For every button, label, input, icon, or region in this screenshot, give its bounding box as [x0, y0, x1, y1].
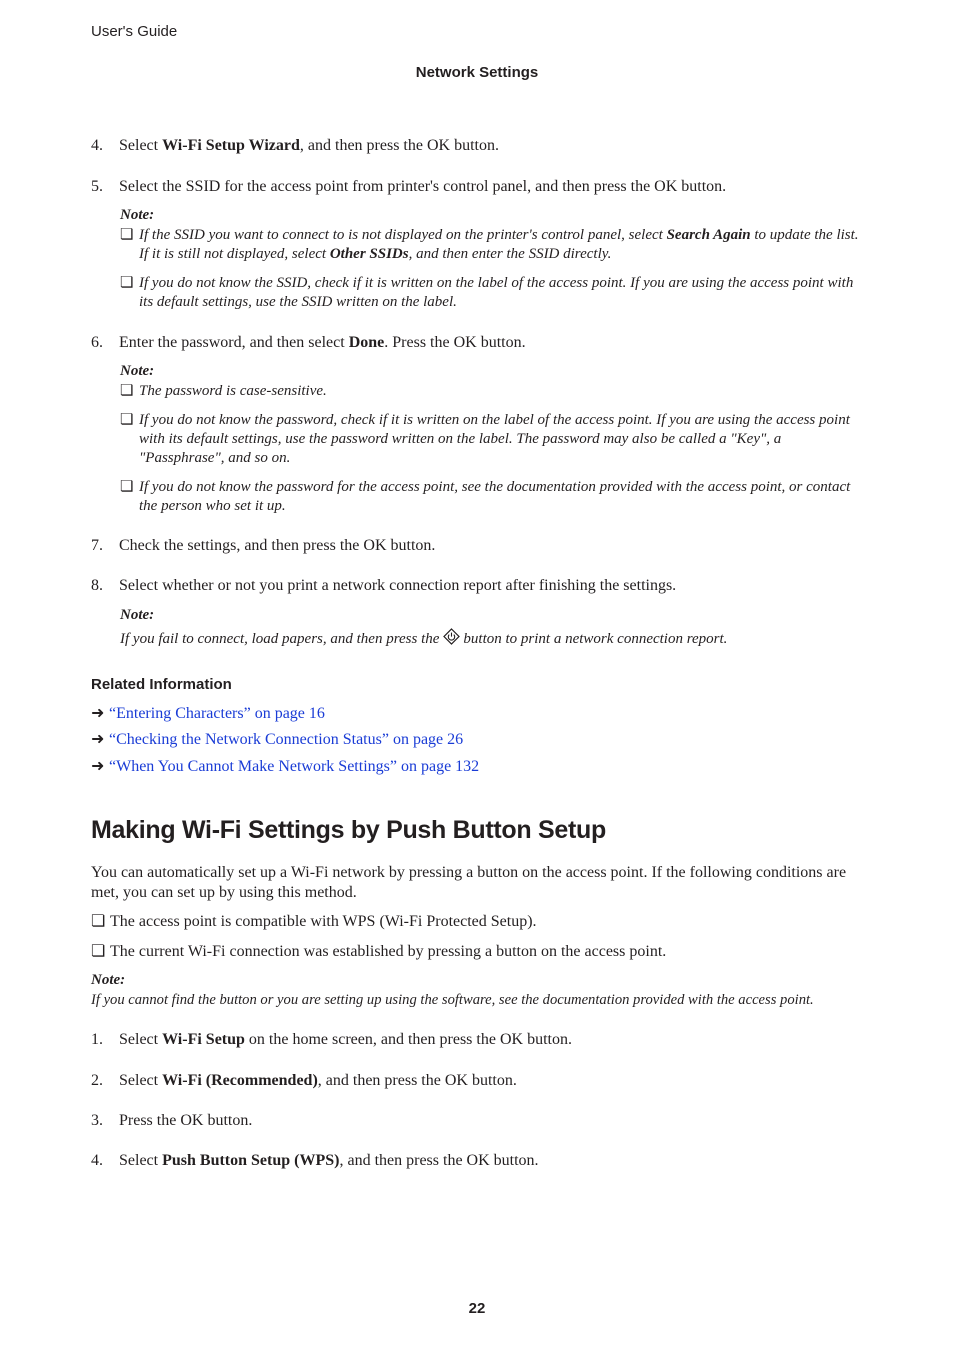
arrow-right-icon: ➜ [91, 731, 105, 748]
step-8: 8. Select whether or not you print a network connection report after finishing the settings. [91, 577, 677, 594]
note-label: Note: [120, 607, 155, 623]
wps-step-2: 2. Select Wi-Fi (Recommended), and then press the OK button. [91, 1072, 517, 1089]
step-5: 5. Select the SSID for the access point from printer's control panel, and then press the OK button. [91, 178, 727, 195]
related-link[interactable]: “When You Cannot Make Network Settings” on page 132 [109, 758, 480, 775]
step-7: 7. Check the settings, and then press the OK button. [91, 537, 436, 554]
note-item: ❏ The password is case-sensitive. [120, 383, 327, 399]
note-item: ❏ If you do not know the password for the access point, see the documentation provided with the access point, or contact the person who set it up. [120, 479, 851, 514]
note-item: ❏ If the SSID you want to connect to is not displayed on the printer's control panel, select Search Again to update the list. If it is still not displayed, select Other SSIDs, and then enter the SSID directly. [120, 227, 859, 262]
condition-item: ❏ The current Wi-Fi connection was established by pressing a button on the access point. [91, 943, 667, 960]
condition-item: ❏ The access point is compatible with WPS (Wi-Fi Protected Setup). [91, 913, 537, 930]
note-label: Note: [91, 972, 126, 988]
page-number: 22 [468, 1300, 486, 1317]
step-4: 4. Select Wi-Fi Setup Wizard, and then press the OK button. [91, 137, 499, 154]
guide-title: User's Guide [91, 23, 178, 40]
arrow-right-icon: ➜ [91, 758, 105, 775]
intro-paragraph: You can automatically set up a Wi-Fi network by pressing a button on the access point. If the following conditions are met, you can set up by using this method. [91, 864, 847, 901]
related-link-item[interactable] [91, 704, 325, 724]
related-heading: Related Information [91, 676, 232, 693]
related-link[interactable]: “Checking the Network Connection Status” on page 26 [109, 731, 464, 748]
section-heading: Making Wi-Fi Settings by Push Button Setup [91, 816, 606, 844]
section-title: Network Settings [415, 64, 539, 81]
wps-step-3: 3. Press the OK button. [91, 1112, 253, 1129]
start-button-icon [443, 628, 460, 651]
note-label: Note: [120, 207, 155, 223]
note-item: ❏ If you do not know the SSID, check if it is written on the label of the access point. If you are using the access point with its default settings, use the SSID written on the label. [120, 275, 854, 310]
wps-step-4: 4. Select Push Button Setup (WPS), and then press the OK button. [91, 1152, 539, 1169]
step-6: 6. Enter the password, and then select Done. Press the OK button. [91, 334, 526, 351]
arrow-right-icon: ➜ [91, 705, 105, 722]
related-link-item[interactable] [91, 757, 479, 777]
related-link-item[interactable] [91, 730, 463, 750]
note-item: ❏ If you do not know the password, check if it is written on the label of the access point. If you are using the access point with its default settings, use the password written on the label. The password may also be called a "Key", a "Passphrase", and so on. [120, 412, 850, 466]
wps-step-1: 1. Select Wi-Fi Setup on the home screen, and then press the OK button. [91, 1031, 572, 1048]
related-link[interactable]: “Entering Characters” on page 16 [109, 705, 325, 722]
note-text: If you fail to connect, load papers, and then press the button to print a network connection report. [120, 628, 865, 651]
note-label: Note: [120, 363, 155, 379]
note-text: If you cannot find the button or you are setting up using the software, see the documentation provided with the access point. [91, 992, 814, 1008]
